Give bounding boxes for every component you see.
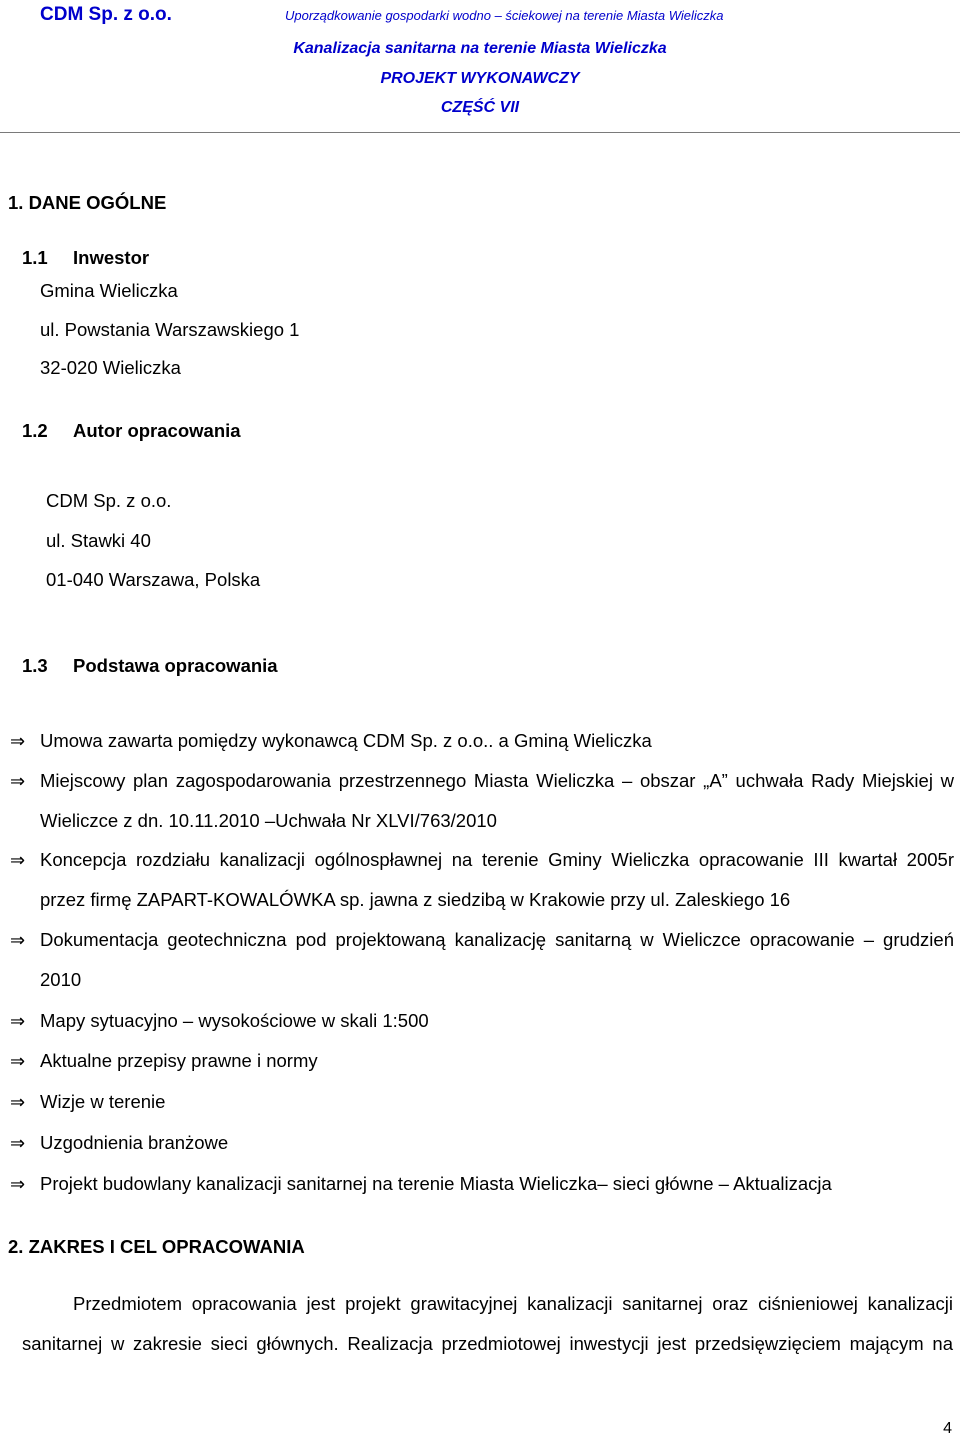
basis-item: Wizje w terenie xyxy=(40,1091,166,1112)
basis-item-continuation: Wieliczce z dn. 10.11.2010 –Uchwała Nr XLVI/763/2010 xyxy=(40,810,497,831)
section-2-paragraph-line: sanitarnej w zakresie sieci głównych. Realizacja przedmiotowej inwestycji jest przedsięwzięciem mającym na xyxy=(22,1333,953,1354)
basis-item: Miejscowy plan zagospodarowania przestrzennego Miasta Wieliczka – obszar „A” uchwała Rady Miejskiej w xyxy=(40,770,954,791)
basis-item: Umowa zawarta pomiędzy wykonawcą CDM Sp. z o.o.. a Gminą Wieliczka xyxy=(40,730,652,751)
double-arrow-right-icon: ⇒ xyxy=(10,850,26,871)
subsection-1-2-heading: Autor opracowania xyxy=(73,420,241,441)
double-arrow-right-icon: ⇒ xyxy=(10,1011,26,1032)
page-number: 4 xyxy=(943,1420,952,1437)
company-name: CDM Sp. z o.o. xyxy=(40,4,172,25)
author-line: 01-040 Warszawa, Polska xyxy=(46,569,261,590)
header-title: Kanalizacja sanitarna na terenie Miasta Wieliczka xyxy=(293,40,667,57)
header-part: CZĘŚĆ VII xyxy=(440,99,520,116)
section-2-title: 2. ZAKRES I CEL OPRACOWANIA xyxy=(8,1236,305,1257)
double-arrow-right-icon: ⇒ xyxy=(10,731,26,752)
page-header xyxy=(0,0,960,133)
project-name: Uporządkowanie gospodarki wodno – ściekowej na terenie Miasta Wieliczka xyxy=(285,8,724,23)
basis-item: Uzgodnienia branżowe xyxy=(40,1132,229,1153)
double-arrow-right-icon: ⇒ xyxy=(10,1051,26,1072)
header-project-type: PROJEKT WYKONAWCZY xyxy=(380,70,580,87)
double-arrow-right-icon: ⇒ xyxy=(10,771,26,792)
investor-line: Gmina Wieliczka xyxy=(40,280,178,301)
basis-item-continuation: przez firmę ZAPART-KOWALÓWKA sp. jawna z siedzibą w Krakowie przy ul. Zaleskiego 16 xyxy=(40,889,791,910)
basis-item-continuation: 2010 xyxy=(40,969,82,990)
subsection-1-3-heading: Podstawa opracowania xyxy=(73,655,278,676)
basis-item: Dokumentacja geotechniczna pod projektowaną kanalizację sanitarną w Wieliczce opracowanie – grudzień xyxy=(40,929,954,950)
investor-line: 32-020 Wieliczka xyxy=(40,357,181,378)
subsection-1-2-number: 1.2 xyxy=(22,420,48,441)
author-line: ul. Stawki 40 xyxy=(46,530,151,551)
basis-item: Mapy sytuacyjno – wysokościowe w skali 1:500 xyxy=(40,1010,429,1031)
subsection-1-1-number: 1.1 xyxy=(22,247,48,268)
basis-item: Koncepcja rozdziału kanalizacji ogólnospławnej na terenie Gminy Wieliczka opracowanie III kwartał 2005r xyxy=(40,849,954,870)
double-arrow-right-icon: ⇒ xyxy=(10,1133,26,1154)
basis-item: Aktualne przepisy prawne i normy xyxy=(40,1050,318,1071)
double-arrow-right-icon: ⇒ xyxy=(10,1092,26,1113)
section-1-title: 1. DANE OGÓLNE xyxy=(8,192,167,213)
double-arrow-right-icon: ⇒ xyxy=(10,930,26,951)
investor-line: ul. Powstania Warszawskiego 1 xyxy=(40,319,300,340)
section-2-paragraph-line: Przedmiotem opracowania jest projekt grawitacyjnej kanalizacji sanitarnej oraz ciśnieniowej kanalizacji xyxy=(73,1293,953,1314)
author-line: CDM Sp. z o.o. xyxy=(46,490,172,511)
double-arrow-right-icon: ⇒ xyxy=(10,1174,26,1195)
subsection-1-3-number: 1.3 xyxy=(22,655,48,676)
subsection-1-1-heading: Inwestor xyxy=(73,247,150,268)
basis-item: Projekt budowlany kanalizacji sanitarnej na terenie Miasta Wieliczka– sieci główne – Aktualizacja xyxy=(40,1173,832,1194)
